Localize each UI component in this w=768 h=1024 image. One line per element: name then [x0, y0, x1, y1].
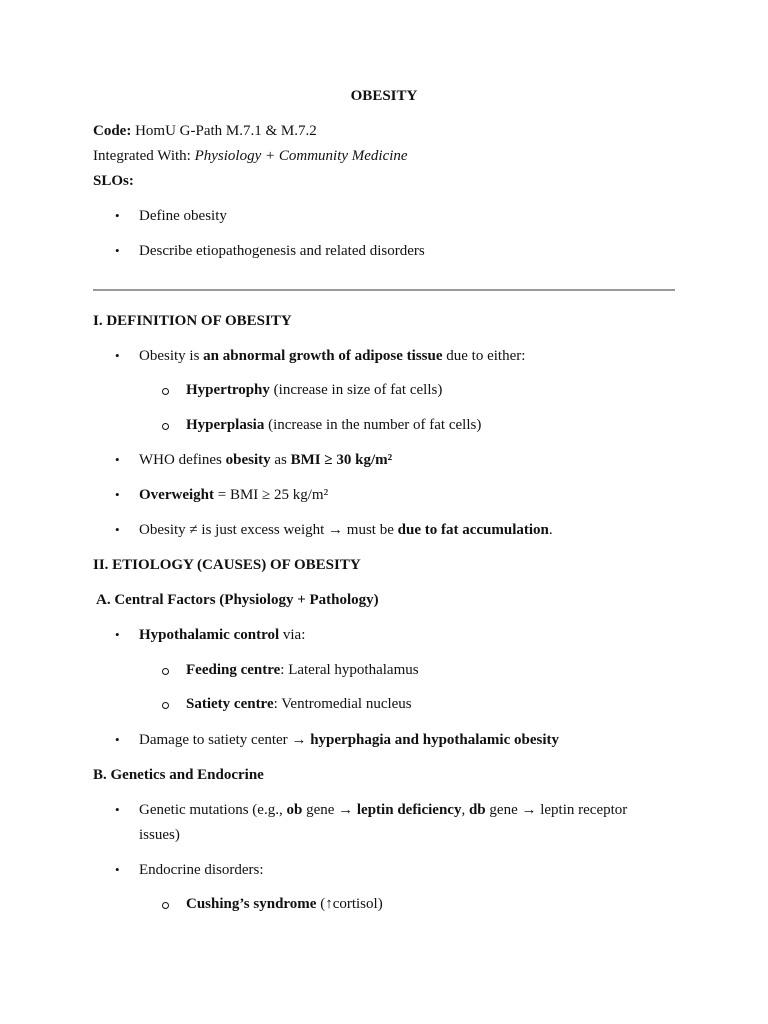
sub-list-item: Hyperplasia (increase in the number of fat cells) — [186, 417, 482, 433]
circle-bullet-icon — [162, 668, 169, 675]
integrated-label: Integrated With: — [93, 148, 195, 164]
bullet-icon: • — [115, 208, 120, 223]
bullet-icon: • — [115, 452, 120, 467]
slo-item: Define obesity — [139, 208, 227, 224]
slo-item: Describe etiopathogenesis and related disorders — [139, 243, 425, 259]
list-item: WHO defines obesity as BMI ≥ 30 kg/m² — [139, 452, 393, 468]
list-item: Hypothalamic control via: — [139, 627, 306, 643]
list-item: Overweight = BMI ≥ 25 kg/m² — [139, 487, 329, 503]
circle-bullet-icon — [162, 702, 169, 709]
code-label: Code: — [93, 123, 132, 139]
sub-list-item: Cushing’s syndrome (↑cortisol) — [186, 896, 383, 912]
page-title: OBESITY — [350, 88, 418, 104]
code-value: HomU G-Path M.7.1 & M.7.2 — [131, 123, 317, 139]
sub-list-item: Satiety centre: Ventromedial nucleus — [186, 696, 412, 712]
slos-label: SLOs: — [93, 173, 134, 189]
subsection-heading: B. Genetics and Endocrine — [93, 767, 264, 783]
code-line — [93, 122, 317, 140]
horizontal-divider — [93, 289, 675, 291]
section-heading: II. ETIOLOGY (CAUSES) OF OBESITY — [93, 557, 361, 573]
sub-list-item: Feeding centre: Lateral hypothalamus — [186, 662, 419, 678]
list-item: Genetic mutations (e.g., ob gene → leptin deficiency, db gene → leptin receptor — [139, 802, 628, 818]
bullet-icon: • — [115, 243, 120, 258]
circle-bullet-icon — [162, 423, 169, 430]
integrated-value: Physiology + Community Medicine — [194, 148, 408, 164]
bullet-icon: • — [115, 732, 120, 747]
list-item-continuation: issues) — [139, 827, 180, 843]
bullet-icon: • — [115, 487, 120, 502]
bullet-icon: • — [115, 627, 120, 642]
list-item: Endocrine disorders: — [139, 862, 264, 878]
circle-bullet-icon — [162, 388, 169, 395]
circle-bullet-icon — [162, 902, 169, 909]
list-item: Obesity is an abnormal growth of adipose tissue due to either: — [139, 348, 526, 364]
list-item: Damage to satiety center → hyperphagia and hypothalamic obesity — [139, 732, 559, 748]
list-item: Obesity ≠ is just excess weight → must be due to fat accumulation. — [139, 522, 553, 538]
subsection-heading: A. Central Factors (Physiology + Pathology) — [96, 592, 379, 608]
bullet-icon: • — [115, 348, 120, 363]
bullet-icon: • — [115, 862, 120, 877]
bullet-icon: • — [115, 522, 120, 537]
section-heading: I. DEFINITION OF OBESITY — [93, 313, 292, 329]
integrated-line — [93, 147, 408, 165]
sub-list-item: Hypertrophy (increase in size of fat cells) — [186, 382, 443, 398]
bullet-icon: • — [115, 802, 120, 817]
